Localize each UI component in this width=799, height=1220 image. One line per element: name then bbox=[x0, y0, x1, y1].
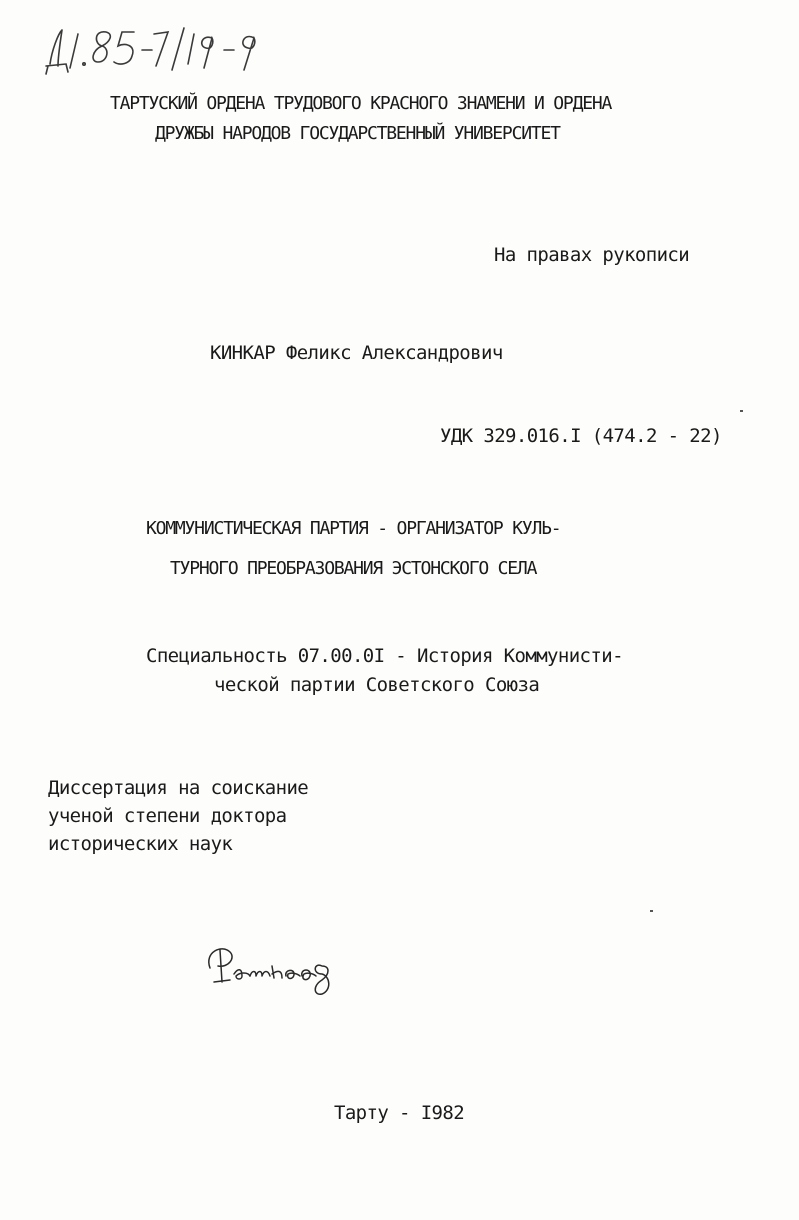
specialty-line-2: ческой партии Советского Союза bbox=[214, 674, 540, 696]
specialty-line-1: Специальность 07.00.0I - История Коммунисти- bbox=[146, 645, 623, 667]
udc-code: УДК 329.016.I (474.2 - 22) bbox=[440, 425, 722, 447]
university-line-1: ТАРТУСКИЙ ОРДЕНА ТРУДОВОГО КРАСНОГО ЗНАМЕНИ И ОРДЕНА bbox=[110, 93, 612, 114]
paper-speck bbox=[650, 910, 653, 912]
thesis-title-line-1: КОММУНИСТИЧЕСКАЯ ПАРТИЯ - ОРГАНИЗАТОР КУЛЬ- bbox=[146, 518, 561, 539]
place-and-year: Тарту - I982 bbox=[334, 1102, 465, 1124]
manuscript-rights-note: На правах рукописи bbox=[494, 244, 690, 266]
dissertation-line-3: исторических наук bbox=[48, 833, 233, 855]
author-signature bbox=[200, 938, 360, 1008]
author-name: КИНКАР Феликс Александрович bbox=[210, 342, 503, 364]
handwritten-archive-mark bbox=[44, 20, 264, 80]
dissertation-line-1: Диссертация на соискание bbox=[48, 777, 309, 799]
dissertation-line-2: ученой степени доктора bbox=[48, 805, 287, 827]
paper-speck bbox=[740, 410, 743, 412]
university-line-2: ДРУЖБЫ НАРОДОВ ГОСУДАРСТВЕННЫЙ УНИВЕРСИТЕТ bbox=[155, 123, 560, 144]
thesis-title-line-2: ТУРНОГО ПРЕОБРАЗОВАНИЯ ЭСТОНСКОГО СЕЛА bbox=[170, 558, 537, 579]
